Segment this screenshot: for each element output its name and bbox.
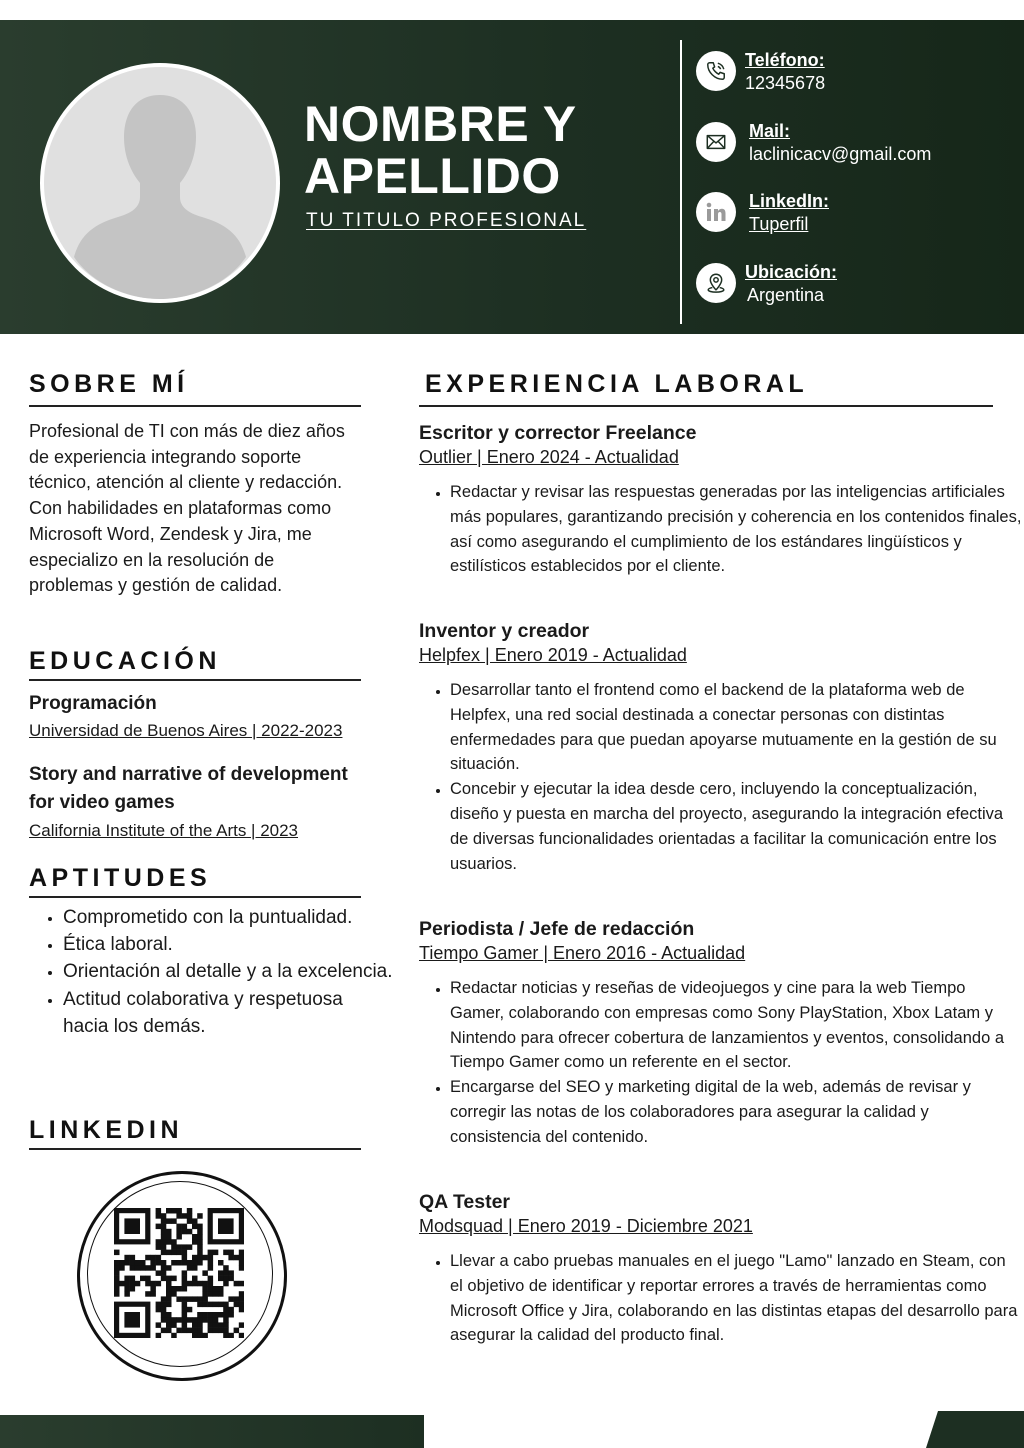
job-subtitle: Tiempo Gamer | Enero 2016 - Actualidad	[419, 943, 746, 963]
job-subtitle: Outlier | Enero 2024 - Actualidad	[419, 447, 679, 467]
phone-icon	[696, 51, 736, 91]
contact-location-value: Argentina	[747, 285, 825, 305]
job-title: Escritor y corrector Freelance	[419, 422, 697, 444]
skills-heading: APTITUDES	[29, 864, 212, 892]
education-item-subtitle: California Institute of the Arts | 2023	[29, 821, 299, 840]
job-bullet: • Concebir y ejecutar la idea desde cero, incluyendo la conceptualización, diseño y puesta en marcha del proyecto, asegurando la integración efectiva de diversas funcionalidades orientadas a facilitar la comunicación entre los usuarios.	[450, 777, 1022, 876]
skill-item: • Comprometido con la puntualidad.	[63, 904, 393, 931]
education-rule	[29, 679, 361, 681]
contact-linkedin-link[interactable]: Tuperfil	[749, 214, 809, 234]
professional-title: TU TITULO PROFESIONAL	[306, 210, 587, 231]
footer-bar-right	[926, 1411, 1024, 1448]
contact-linkedin-label: LinkedIn:	[749, 191, 829, 211]
full-name	[304, 98, 664, 202]
job-bullets	[419, 678, 1022, 876]
about-heading: SOBRE MÍ	[29, 370, 189, 398]
header-banner	[0, 20, 1024, 334]
name-line-1: NOMBRE Y	[304, 96, 577, 152]
contact-mail	[696, 121, 1016, 165]
avatar-placeholder-icon	[44, 67, 276, 299]
job-bullets	[419, 480, 1022, 579]
contact-phone-label: Teléfono:	[745, 50, 825, 70]
about-text: Profesional de TI con más de diez años de experiencia integrando soporte técnico, atención al cliente y redacción. Con habilidades en plataformas como Microsoft Word, Zendesk y Jira, me especializo en la resolución de problemas y gestión de calidad.	[29, 421, 345, 596]
skill-item: • Actitud colaborativa y respetuosa hacia los demás.	[63, 986, 393, 1040]
job-bullets	[419, 976, 1022, 1150]
job-subtitle: Helpfex | Enero 2019 - Actualidad	[419, 645, 687, 665]
profile-photo	[40, 63, 280, 303]
job-subtitle: Modsquad | Enero 2019 - Diciembre 2021	[419, 1216, 753, 1236]
job-bullet: • Redactar noticias y reseñas de videojuegos y cine para la web Tiempo Gamer, colaborando con empresas como Sony PlayStation, Xbox Latam y Nintendo para ofrecer cobertura de lanzamientos y eventos, consolidando a Tiempo Gamer como un referente en el sector.	[450, 976, 1022, 1075]
contact-mail-value[interactable]: laclinicacv@gmail.com	[749, 144, 932, 164]
job-title: QA Tester	[419, 1191, 511, 1213]
contact-location-label: Ubicación:	[745, 262, 838, 282]
education-heading: EDUCACIÓN	[29, 647, 221, 675]
job-bullet: • Desarrollar tanto el frontend como el backend de la plataforma web de Helpfex, una red social destinada a conectar personas con distintas enfermedades para que puedan apoyarse mutuamente en la gestión de su situación.	[450, 678, 1022, 777]
contact-phone	[696, 50, 1016, 94]
contact-mail-label: Mail:	[749, 121, 791, 141]
about-rule	[29, 405, 361, 407]
qr-code-icon[interactable]	[114, 1208, 244, 1338]
contact-phone-value: 12345678	[745, 73, 826, 93]
contact-linkedin	[696, 191, 1016, 235]
education-item-subtitle: Universidad de Buenos Aires | 2022-2023	[29, 721, 343, 740]
job-bullet: • Redactar y revisar las respuestas generadas por las inteligencias artificiales más populares, garantizando precisión y coherencia en los contenidos finales, así como asegurando el cumplimiento de los estándares lingüísticos y estilísticos establecidos por el cliente.	[450, 480, 1022, 579]
job-bullet: • Encargarse del SEO y marketing digital de la web, además de revisar y corregir las notas de los colaboradores para asegurar la calidad y consistencia del contenido.	[450, 1075, 1022, 1149]
education-item-title: Story and narrative of development for video games	[29, 764, 348, 813]
job-title: Periodista / Jefe de redacción	[419, 918, 695, 940]
experience-rule	[419, 405, 993, 407]
education-item-title: Programación	[29, 693, 157, 714]
job-bullet: • Llevar a cabo pruebas manuales en el juego "Lamo" lanzado en Steam, con el objetivo de identificar y reportar errores a través de herramientas como Microsoft Office y Jira, colaborando en las distintas etapas del desarrollo para asegurar la calidad del producto final.	[450, 1249, 1022, 1348]
name-line-2: APELLIDO	[304, 148, 561, 204]
header-divider	[680, 40, 682, 324]
linkedin-heading: LINKEDIN	[29, 1116, 184, 1144]
footer-bar-left	[0, 1415, 424, 1448]
skills-list	[29, 904, 393, 1040]
job-bullets	[419, 1249, 1022, 1348]
skill-item: • Orientación al detalle y a la excelencia.	[63, 958, 393, 985]
mail-icon	[696, 122, 736, 162]
skill-item: • Ética laboral.	[63, 931, 393, 958]
job-title: Inventor y creador	[419, 620, 590, 642]
contact-location	[696, 262, 1016, 306]
location-icon	[696, 263, 736, 303]
skills-rule	[29, 896, 361, 898]
experience-heading: EXPERIENCIA LABORAL	[425, 370, 809, 398]
linkedin-rule	[29, 1148, 361, 1150]
linkedin-icon	[696, 192, 736, 232]
